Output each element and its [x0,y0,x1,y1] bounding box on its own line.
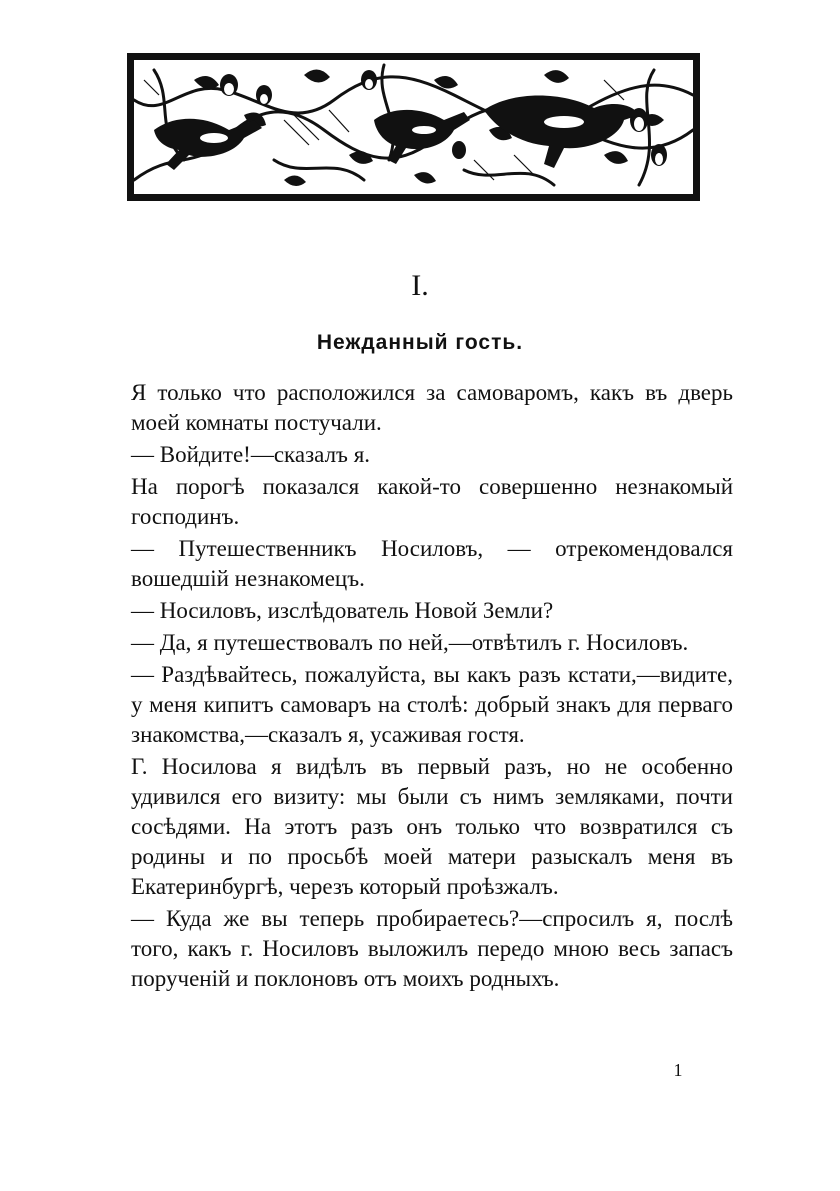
paragraph: Я только что расположился за самоваромъ, какъ въ дверь моей комнаты постучали. [131,380,733,435]
headpiece-illustration-icon [134,60,693,194]
paragraph: На порогѣ показался какой-то совершенно незнакомый господинъ. [131,474,733,529]
paragraph: — Путешественникъ Носиловъ, — отрекомендовался вошедшій незнакомецъ. [131,536,733,591]
paragraph: — Куда же вы теперь пробираетесь?—спросилъ я, послѣ того, какъ г. Носиловъ выложилъ передо мною весь запасъ порученій и поклоновъ отъ моихъ родныхъ. [131,906,733,991]
ornamental-headpiece [127,53,700,201]
page-number: 1 [673,1060,683,1080]
chapter-number: I. [411,269,429,302]
paragraph: — Да, я путешествовалъ по ней,—отвѣтилъ г. Носиловъ. [131,630,689,655]
paragraph: — Носиловъ, изслѣдователь Новой Земли? [131,598,554,623]
paragraph: — Раздѣвайтесь, пожалуйста, вы какъ разъ кстати,—видите, у меня кипитъ самоваръ на столѣ: добрый знакъ для перваго знакомства,—сказалъ я, усаживая гостя. [131,662,733,747]
chapter-title: Нежданный гость. [316,331,524,354]
paragraph: Г. Носилова я видѣлъ въ первый разъ, но не особенно удивился его визиту: мы были съ нимъ земляками, почти сосѣдями. На этотъ разъ онъ только что возвратился съ родины и по просьбѣ моей матери разыскалъ меня въ Екатеринбургѣ, черезъ который проѣзжалъ. [131,754,733,899]
chapter-body [131,378,733,994]
paragraph: — Войдите!—сказалъ я. [131,442,371,467]
